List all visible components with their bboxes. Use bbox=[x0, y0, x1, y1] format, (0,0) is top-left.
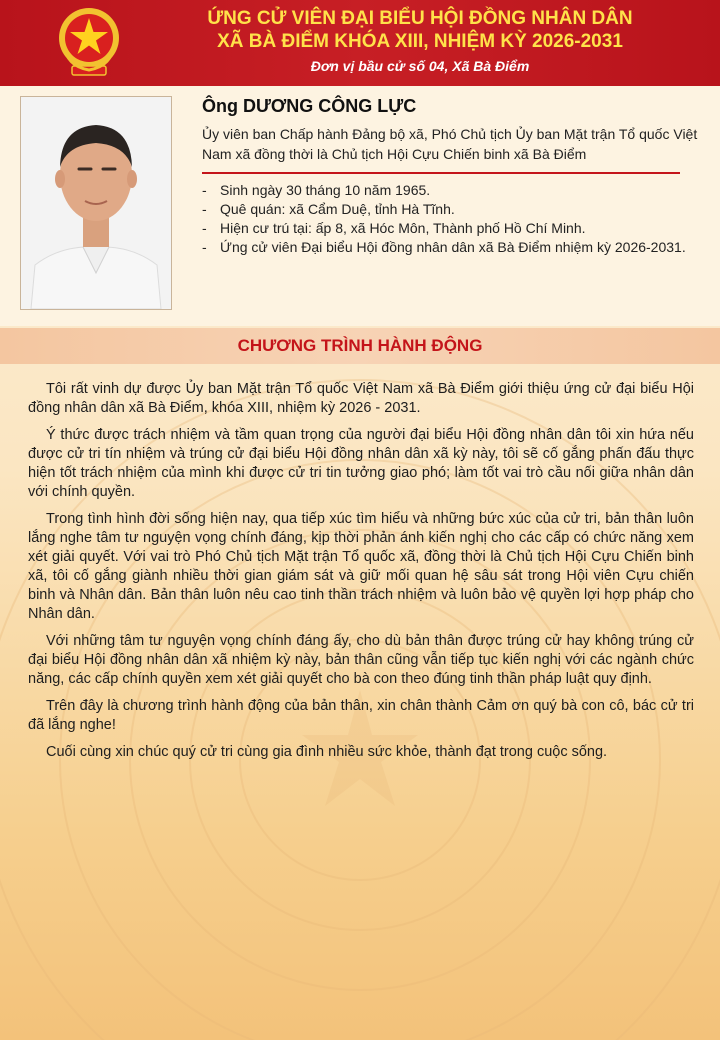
paragraph: Trên đây là chương trình hành động của bản thân, xin chân thành Cảm ơn quý bà con cô, bác cử tri đã lắng nghe! bbox=[28, 698, 694, 733]
national-emblem-icon bbox=[56, 4, 122, 80]
paragraph: Cuối cùng xin chúc quý cử tri cùng gia đình nhiều sức khỏe, thành đạt trong cuộc sống. bbox=[46, 744, 608, 760]
candidate-facts bbox=[202, 181, 692, 257]
paragraph: Ý thức được trách nhiệm và tầm quan trọng của người đại biểu Hội đồng nhân dân tôi xin hứa nếu được cử tri tín nhiệm và trúng cử đại biểu Hội đồng nhân dân xã kỳ này, tôi sẽ cố gắng phấn đấu thực hiện tốt trách nhiệm của mình khi được cử tri tin tưởng giao phó; làm tốt vai trò cầu nối giữa nhân dân với chính quyền. bbox=[28, 427, 694, 500]
section-title: CHƯƠNG TRÌNH HÀNH ĐỘNG bbox=[237, 336, 483, 355]
paragraph: Tôi rất vinh dự được Ủy ban Mặt trận Tổ quốc Việt Nam xã Bà Điểm giới thiệu ứng cử đại biểu Hội đồng nhân dân xã Bà Điểm, khóa XIII, nhiệm kỳ 2026 - 2031. bbox=[28, 381, 694, 416]
candidate-profile bbox=[0, 86, 720, 326]
candidate-role: Ủy viên ban Chấp hành Đảng bộ xã, Phó Chủ tịch Ủy ban Mặt trận Tổ quốc Việt Nam xã đồng thời là Chủ tịch Hội Cựu Chiến binh xã Bà Điểm bbox=[202, 126, 698, 162]
fact-candidacy: - Ứng cử viên Đại biểu Hội đồng nhân dân xã Bà Điểm nhiệm kỳ 2026-2031. bbox=[202, 238, 692, 257]
header-title-line2: XÃ BÀ ĐIỂM KHÓA XIII, NHIỆM KỲ 2026-2031 bbox=[217, 31, 623, 52]
paragraph: Với những tâm tư nguyện vọng chính đáng ấy, cho dù bản thân được trúng cử hay không trúng cử đại biểu Hội đồng nhân dân xã nhiệm kỳ này, bản thân cũng vẫn tiếp tục kiến nghị với các ngành chức năng, các cấp chính quyền xem xét giải quyết cho bà con theo đúng tinh thần pháp luật quy định. bbox=[28, 633, 694, 687]
candidate-name: Ông DƯƠNG CÔNG LỰC bbox=[202, 96, 417, 116]
section-band bbox=[0, 328, 720, 364]
fact-birth: - Sinh ngày 30 tháng 10 năm 1965. bbox=[202, 181, 692, 200]
divider bbox=[202, 172, 680, 174]
fact-residence: - Hiện cư trú tại: ấp 8, xã Hóc Môn, Thành phố Hồ Chí Minh. bbox=[202, 219, 692, 238]
candidate-photo bbox=[20, 96, 172, 310]
program-body bbox=[28, 380, 694, 770]
header-subtitle: Đơn vị bầu cử số 04, Xã Bà Điểm bbox=[310, 58, 530, 74]
portrait-icon bbox=[21, 97, 171, 309]
header-banner bbox=[0, 0, 720, 86]
header-title-line1: ỨNG CỬ VIÊN ĐẠI BIỂU HỘI ĐỒNG NHÂN DÂN bbox=[207, 8, 633, 29]
paragraph: Trong tình hình đời sống hiện nay, qua tiếp xúc tìm hiểu và những bức xúc của cử tri, bản thân luôn lắng nghe tâm tư nguyện vọng chính đáng, kịp thời phản ánh kiến nghị cho các cấp có chức năng xem xét giải quyết. Với vai trò Phó Chủ tịch Mặt trận Tổ quốc xã, đồng thời là Chủ tịch Hội Cựu Chiến binh xã, tôi cố gắng giành nhiều thời gian giám sát và giữ mối quan hệ sâu sát trong Hội viên Cựu chiến binh và Nhân dân. Bản thân luôn nêu cao tinh thần trách nhiệm và luôn bảo vệ quyền lợi hợp pháp cho Nhân dân. bbox=[28, 511, 694, 622]
fact-hometown: - Quê quán: xã Cẩm Duệ, tỉnh Hà Tĩnh. bbox=[202, 200, 692, 219]
